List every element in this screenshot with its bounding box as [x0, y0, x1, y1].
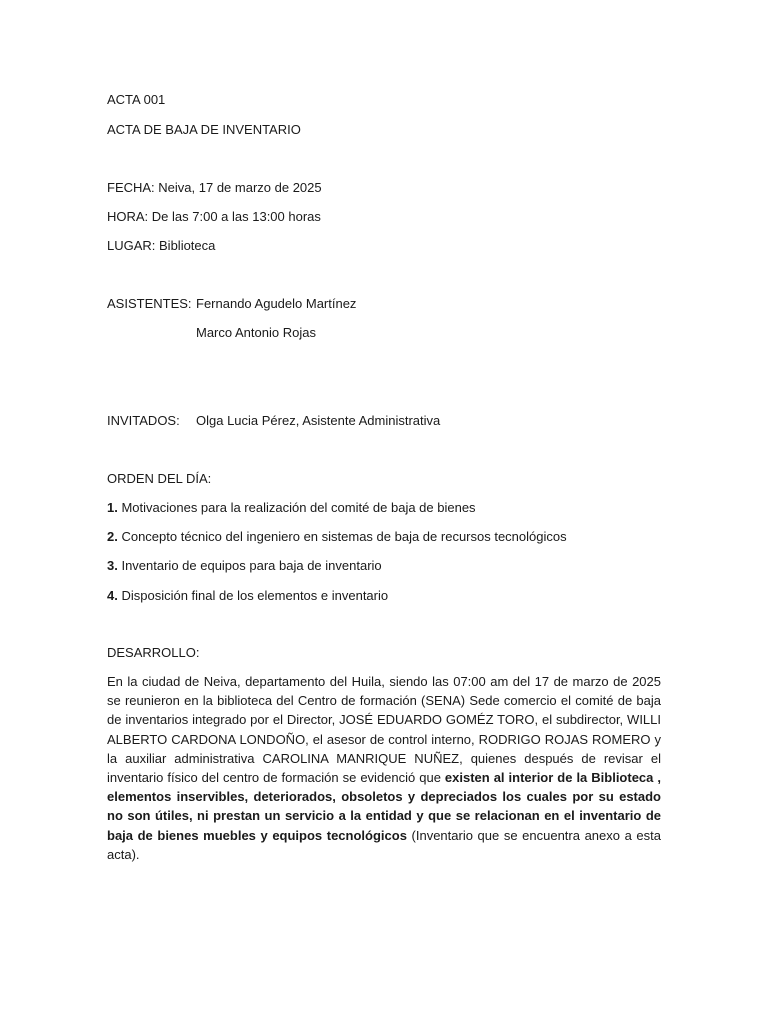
- orden-item-number: 2.: [107, 529, 118, 544]
- orden-item-number: 3.: [107, 558, 118, 573]
- invitados-label: INVITADOS:: [107, 413, 180, 428]
- desarrollo-text: En la ciudad de Neiva, departamento del Huila, siendo las 07:00 am del 17 de marzo de 2025 se reunieron en la biblioteca del Centro de formación (SENA) Sede comercio el comité de baja de inventarios integrado por el Director, JOSÉ EDUARDO GOMÉZ TORO, el subdirector, WILLI ALBERTO CARDONA LONDOÑO, el asesor de control interno, RODRIGO ROJAS ROMERO y la auxiliar administrativa CAROLINA MANRIQUE NUÑEZ, quienes después de revisar el inventario físico del centro de formación se evidenció que: [107, 674, 661, 786]
- orden-item-text: Inventario de equipos para baja de inventario: [117, 558, 382, 573]
- invitado-name: Olga Lucia Pérez, Asistente Administrativa: [196, 413, 441, 428]
- orden-item-number: 4.: [107, 588, 118, 603]
- acta-title: ACTA DE BAJA DE INVENTARIO: [107, 122, 301, 137]
- orden-heading: ORDEN DEL DÍA:: [107, 471, 212, 486]
- desarrollo-text-end: (Inventario que se encuentra anexo a esta acta).: [107, 827, 661, 862]
- fecha-line: FECHA: Neiva, 17 de marzo de 2025: [107, 180, 322, 195]
- desarrollo-paragraph: [107, 672, 661, 864]
- asistente-name: Fernando Agudelo Martínez: [196, 296, 357, 311]
- hora-line: HORA: De las 7:00 a las 13:00 horas: [107, 209, 321, 224]
- asistentes-label: ASISTENTES:: [107, 296, 192, 311]
- desarrollo-heading: DESARROLLO:: [107, 645, 200, 660]
- orden-item-number: 1.: [107, 500, 118, 515]
- asistente-name: Marco Antonio Rojas: [196, 325, 316, 340]
- lugar-line: LUGAR: Biblioteca: [107, 238, 216, 253]
- orden-item-text: Disposición final de los elementos e inventario: [117, 588, 389, 603]
- orden-item: [107, 500, 476, 516]
- orden-item-text: Concepto técnico del ingeniero en sistemas de baja de recursos tecnológicos: [117, 529, 567, 544]
- acta-number: ACTA 001: [107, 92, 166, 107]
- orden-item: [107, 529, 567, 545]
- orden-item: [107, 588, 388, 604]
- desarrollo-bold-text: existen al interior de la Biblioteca , elementos inservibles, deteriorados, obsoletos y depreciados los cuales por su estado no son útiles, ni prestan un servicio a la entidad y que se relacionan en el inventario de baja de bienes muebles y equipos tecnológicos: [107, 770, 661, 843]
- orden-item-text: Motivaciones para la realización del comité de baja de bienes: [117, 500, 476, 515]
- orden-item: [107, 558, 382, 574]
